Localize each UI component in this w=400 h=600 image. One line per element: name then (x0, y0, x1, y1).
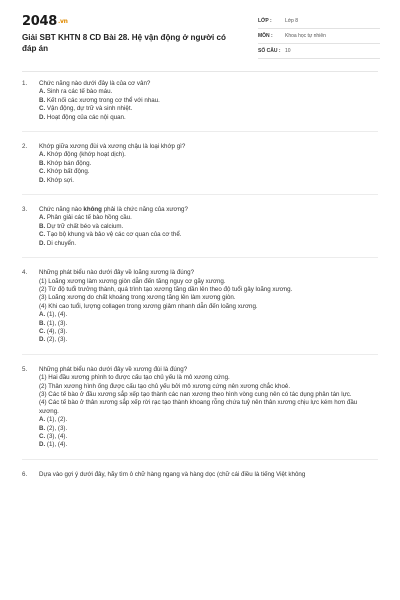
question-6 (22, 471, 378, 479)
answer-option[interactable] (39, 320, 378, 328)
question-text: Những phát biểu nào dưới đây về xương đùi là đúng? (39, 365, 188, 373)
answer-option[interactable] (39, 214, 378, 222)
question-divider (22, 194, 378, 195)
meta-grade-label: LỚP : (258, 18, 272, 24)
answer-option[interactable] (39, 425, 378, 433)
option-text: Khớp bán động. (46, 159, 92, 167)
meta-subject (258, 29, 380, 44)
answer-option[interactable] (39, 336, 378, 344)
question-text (39, 206, 378, 214)
question-number: 2. (22, 143, 28, 151)
option-letter: B. (39, 424, 46, 432)
question-number: 4. (22, 269, 28, 277)
option-letter: D. (39, 113, 46, 121)
question-stem (22, 269, 378, 277)
answer-option[interactable] (39, 151, 378, 159)
option-text: Kết nối các xương trong cơ thể với nhau. (46, 96, 160, 104)
statement: (1) Loãng xương làm xương giòn dẫn đến tăng nguy cơ gãy xương. (39, 277, 226, 285)
option-text: (4), (3). (46, 327, 68, 335)
stem-part: Chức năng nào (39, 206, 84, 214)
answer-option[interactable] (39, 177, 378, 185)
option-letter: B. (39, 96, 46, 104)
option-letter: C. (39, 433, 46, 440)
question-text: Chức năng nào dưới đây là của cơ vân? (39, 80, 151, 87)
answer-option[interactable] (39, 223, 378, 231)
option-text: (1), (2). (46, 416, 68, 424)
question-number: 3. (22, 206, 28, 214)
meta-count-value: 10 (285, 48, 291, 54)
statement: (3) Loãng xương do chất khoáng trong xương tăng lên làm xương giòn. (39, 294, 236, 302)
option-text: (1), (4). (46, 441, 68, 449)
option-text: Khớp bất động. (46, 168, 90, 176)
question-4 (22, 269, 378, 345)
meta-grade (258, 14, 380, 29)
question-3 (22, 206, 378, 248)
option-text: Hoạt động của các nội quan. (46, 113, 126, 121)
answer-option[interactable] (39, 88, 378, 96)
option-letter: D. (39, 336, 46, 344)
answer-option[interactable] (39, 433, 378, 441)
option-text: Phân giải các tế bào hồng cầu. (46, 214, 132, 222)
question-divider (22, 354, 378, 355)
page-header (0, 0, 400, 68)
question-stem (22, 206, 378, 214)
header-divider (22, 71, 378, 72)
question-stem (22, 143, 378, 151)
option-letter: A. (39, 416, 46, 424)
answer-option[interactable] (39, 416, 378, 424)
option-letter: B. (39, 222, 46, 230)
answer-option[interactable] (39, 168, 378, 176)
meta-subject-label: MÔN : (258, 33, 273, 39)
statement: (1) Hai đầu xương phình to được cấu tạo chủ yếu là mô xương cứng. (39, 374, 230, 382)
option-letter: D. (39, 176, 46, 184)
option-letter: B. (39, 319, 46, 327)
option-text: (3), (4). (46, 433, 68, 440)
option-letter: A. (39, 311, 46, 319)
answer-option[interactable] (39, 311, 378, 319)
statement: (2) Thân xương hình ống được cấu tạo chủ yếu bởi mô xương cứng nên xương chắc khoẻ. (39, 382, 291, 390)
answer-option[interactable] (39, 240, 378, 248)
option-text: (1), (3). (46, 319, 68, 327)
question-2 (22, 143, 378, 185)
answer-option[interactable] (39, 97, 378, 105)
option-letter: B. (39, 159, 46, 167)
answer-option[interactable] (39, 231, 378, 239)
question-5 (22, 366, 378, 450)
option-text: Vận động, dự trữ và sinh nhiệt. (46, 105, 133, 113)
meta-count-label: SỐ CÂU : (258, 48, 281, 54)
option-text: Di chuyển. (46, 239, 77, 247)
question-text: Khớp giữa xương đùi và xương chậu là loại khớp gì? (39, 143, 186, 151)
question-divider (22, 257, 378, 258)
question-number: 1. (22, 80, 28, 87)
option-letter: A. (39, 151, 46, 159)
option-text: Tạo bộ khung và bảo vệ các cơ quan của cơ thể. (46, 231, 182, 239)
question-text: Những phát biểu nào dưới đây về loãng xương là đúng? (39, 269, 195, 277)
question-list (22, 80, 378, 479)
logo-text: 2048 (22, 14, 57, 29)
question-number: 5. (22, 365, 28, 373)
logo-suffix: .vn (57, 18, 68, 25)
meta-count (258, 44, 380, 59)
question-stem (22, 471, 378, 479)
option-text: (1), (4). (46, 311, 68, 319)
option-letter: C. (39, 231, 46, 239)
answer-option[interactable] (39, 441, 378, 449)
statement: (2) Từ độ tuổi trưởng thành, quá trình tạo xương tăng dần lên theo độ tuổi gây loãng xương. (39, 285, 293, 293)
answer-option[interactable] (39, 160, 378, 168)
question-stem (22, 366, 378, 374)
option-text: (2), (3). (46, 336, 68, 344)
option-letter: A. (39, 214, 46, 222)
option-text: Khớp động (khớp hoạt dịch). (46, 151, 126, 159)
stem-part: phải là chức năng của xương? (101, 206, 188, 214)
question-1 (22, 80, 378, 122)
site-logo[interactable] (22, 14, 68, 29)
answer-option[interactable] (39, 114, 378, 122)
option-letter: C. (39, 327, 46, 335)
question-stem (22, 80, 378, 88)
option-text: Sinh ra các tế bào máu. (46, 88, 113, 96)
meta-grade-value: Lớp 8 (285, 18, 299, 24)
question-divider (22, 459, 378, 460)
question-number: 6. (22, 470, 28, 478)
statement: (3) Các tế bào ở đầu xương sắp xếp tạo thành các nan xương theo hình vòng cung nên có tác dụng phân tán lực. (39, 390, 352, 398)
question-divider (22, 131, 378, 132)
option-text: (2), (3). (46, 424, 68, 432)
answer-option[interactable] (39, 105, 378, 113)
option-letter: A. (39, 88, 46, 96)
answer-option[interactable] (39, 328, 378, 336)
option-text: Dự trữ chất béo và calcium. (46, 222, 124, 230)
page-title: Giải SBT KHTN 8 CD Bài 28. Hệ vận động ở người có đáp án (22, 33, 227, 53)
option-letter: D. (39, 239, 46, 247)
option-letter: C. (39, 168, 46, 176)
stem-emphasis: không (83, 206, 102, 214)
statement: (4) Khi cao tuổi, lượng collagen trong xương giảm nhanh dẫn đến loãng xương. (39, 302, 258, 310)
document-meta (258, 14, 380, 59)
option-letter: D. (39, 441, 46, 449)
meta-subject-value: Khoa học tự nhiên (285, 33, 326, 39)
option-letter: C. (39, 105, 46, 113)
option-text: Khớp sợi. (46, 176, 74, 184)
statement: (4) Các tế bào ở thân xương sắp xếp rời rạc tạo thành khoang rỗng chứa tuỷ nên thân xương chịu lực kém hơn đầu xương. (39, 399, 358, 415)
question-text: Dựa vào gợi ý dưới đây, hãy tìm ô chữ hàng ngang và hàng dọc (chữ cái điều là tiếng Việt không (39, 470, 306, 478)
